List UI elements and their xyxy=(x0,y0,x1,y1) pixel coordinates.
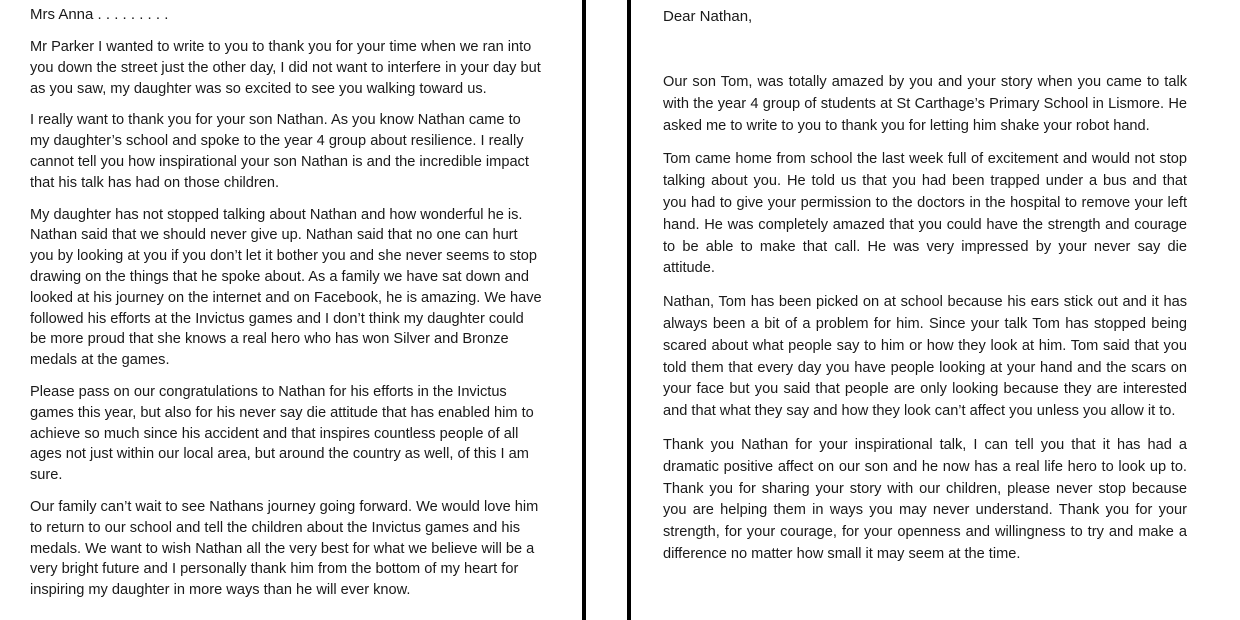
right-paragraph-2: Tom came home from school the last week full of excitement and would not stop talking about you. He told us that you had been trapped under a bus and that you had to give your permission to the doctors in the hospital to remove your left hand. He was completely amazed that you could have the strength and courage to be able to make that call. He was very impressed by your never say die attitude. xyxy=(663,151,1187,277)
left-paragraph-5: Our family can’t wait to see Nathans journey going forward. We would love him to return to our school and tell the children about the Invictus games and his medals. We want to wish Nathan all the very best for what we believe will be a very bright future and I personally thank him from the bottom of my heart for inspiring my daughter in more ways than he will ever know. xyxy=(30,498,539,599)
divider-right xyxy=(627,0,631,620)
right-salutation: Dear Nathan, xyxy=(663,8,753,25)
left-letter xyxy=(30,0,542,612)
left-paragraph-2: I really want to thank you for your son Nathan. As you know Nathan came to my daughter’s school and spoke to the year 4 group about resilience. I really cannot tell you how inspirational your son Nathan is and the incredible impact that his talk has had on those children. xyxy=(30,112,529,191)
right-paragraph-4: Thank you Nathan for your inspirational talk, I can tell you that it has had a dramatic positive affect on our son and he now has a real life hero to look up to. Thank you for sharing your story with our children, please never stop because you are helping them in ways you may never understand. Thank you for your strength, for your courage, for your openness and willingness to try and make a difference no matter how small it may seem at the time. xyxy=(663,436,1187,562)
left-paragraph-4: Please pass on our congratulations to Nathan for his efforts in the Invictus games this year, but also for his never say die attitude that has enabled him to achieve so much since his accident and that inspires countless people of all ages not just within our local area, but around the country as well, of this I am sure. xyxy=(30,383,534,484)
right-paragraph-1: Our son Tom, was totally amazed by you and your story when you came to talk with the year 4 group of students at St Carthage’s Primary School in Lismore. He asked me to write to you to thank you for letting him shake your robot hand. xyxy=(663,74,1187,134)
right-letter xyxy=(663,0,1187,578)
right-paragraph-3: Nathan, Tom has been picked on at school because his ears stick out and it has always been a bit of a problem for him. Since your talk Tom has stopped being scared about what people say to him or how they look at him. Tom said that you told them that every day you have people looking at your hand and the scars on your face but you said that people are only looking because they are interested and that what they say and how they look can’t affect you unless you allow it to. xyxy=(663,294,1187,420)
left-paragraph-1: Mr Parker I wanted to write to you to thank you for your time when we ran into you down the street just the other day, I did not want to interfere in your day but as you saw, my daughter was so excited to see you walking toward us. xyxy=(30,39,541,97)
left-salutation: Mrs Anna . . . . . . . . . xyxy=(30,6,169,23)
divider-left xyxy=(582,0,586,620)
left-paragraph-3: My daughter has not stopped talking about Nathan and how wonderful he is. Nathan said that we should never give up. Nathan said that no one can hurt you by looking at you if you don’t let it bother you and she never seems to stop drawing on the things that he spoke about. As a family we have sat down and looked at his journey on the internet and on Facebook, he is amazing. We have followed his efforts at the Invictus games and I don’t think my daughter could be more proud that she knows a real hero who has won Silver and Bronze medals at the games. xyxy=(30,206,542,369)
